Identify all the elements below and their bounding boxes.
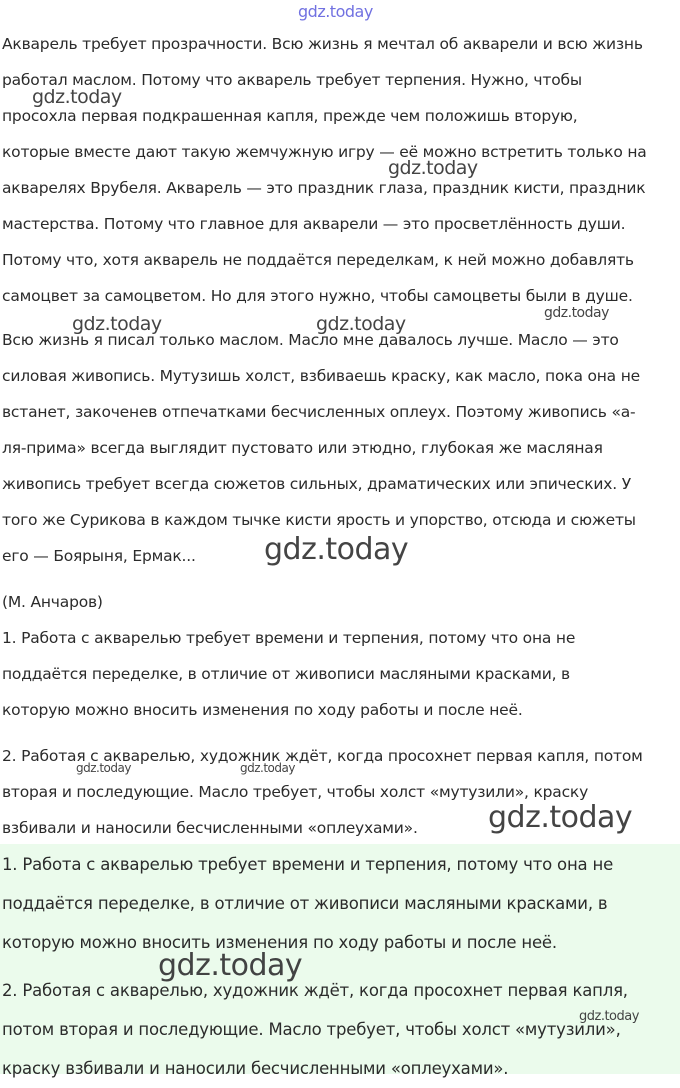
answer-item-2 — [0, 971, 680, 1088]
watermark: gdz.today — [76, 761, 131, 775]
watermark: gdz.today — [32, 86, 122, 108]
watermark: gdz.today — [240, 761, 295, 775]
watermark: gdz.today — [316, 313, 406, 335]
text-line: Всю жизнь я писал только маслом. Масло мне давалось лучше. Масло — это — [2, 331, 619, 349]
task-item-1 — [0, 620, 680, 728]
watermark: gdz.today — [388, 157, 478, 179]
text-line: работал маслом. Потому что акварель требует терпения. Нужно, чтобы — [2, 71, 582, 89]
watermark: gdz.today — [488, 800, 633, 835]
text-line: поддаётся переделке, в отличие от живописи масляными красками, в — [2, 665, 570, 683]
text-line: просохла первая подкрашенная капля, прежде чем положишь вторую, — [2, 107, 578, 125]
text-line: ля-прима» всегда выглядит пустовато или этюдно, глубокая же масляная — [2, 439, 603, 457]
text-line: которые вместе дают такую жемчужную игру — её можно встретить только на — [2, 143, 647, 161]
text-line: того же Сурикова в каждом тычке кисти ярость и упорство, отсюда и сюжеты — [2, 511, 636, 529]
text-line: Акварель требует прозрачности. Всю жизнь я мечтал об акварели и всю жизнь — [2, 35, 643, 53]
watermark: gdz.today — [72, 313, 162, 335]
text-line: его — Боярыня, Ермак... — [2, 547, 196, 565]
watermark: gdz.today — [579, 1009, 639, 1024]
text-block-paragraph1 — [0, 26, 680, 314]
text-line: 2. Работая с акварелью, художник ждёт, когда просохнет первая капля, потом — [2, 747, 643, 765]
text-line: акварелях Врубеля. Акварель — это праздник глаза, праздник кисти, праздник — [2, 179, 646, 197]
watermark-header: gdz.today — [298, 2, 373, 21]
text-line: которую можно вносить изменения по ходу работы и после неё. — [2, 701, 523, 719]
text-line: 1. Работа с акварелью требует времени и терпения, потому что она не — [2, 855, 614, 874]
text-line: живопись требует всегда сюжетов сильных, драматических или эпических. У — [2, 475, 631, 493]
text-line: самоцвет за самоцветом. Но для этого нужно, чтобы самоцветы были в душе. — [2, 287, 633, 305]
answer-item-1 — [0, 845, 680, 962]
watermark: gdz.today — [544, 305, 609, 321]
text-line: силовая живопись. Мутузишь холст, взбиваешь краску, как масло, пока она не — [2, 367, 640, 385]
text-line: потом вторая и последующие. Масло требует, чтобы холст «мутузили», — [2, 1020, 621, 1039]
text-line: вторая и последующие. Масло требует, чтобы холст «мутузили», краску — [2, 783, 589, 801]
watermark: gdz.today — [158, 948, 303, 983]
text-line: 2. Работая с акварелью, художник ждёт, когда просохнет первая капля, — [2, 981, 628, 1000]
text-line: поддаётся переделке, в отличие от живописи масляными красками, в — [2, 894, 608, 913]
author-attribution — [0, 584, 680, 620]
text-line: мастерства. Потому что главное для акварели — это просветлённость души. — [2, 215, 626, 233]
text-line: встанет, закоченев отпечатками бесчисленных оплеух. Поэтому живопись «а- — [2, 403, 636, 421]
text-line: взбивали и наносили бесчисленными «оплеухами». — [2, 819, 418, 837]
text-line: краску взбивали и наносили бесчисленными «оплеухами». — [2, 1059, 509, 1078]
text-line: Потому что, хотя акварель не поддаётся переделкам, к ней можно добавлять — [2, 251, 634, 269]
text-line: которую можно вносить изменения по ходу работы и после неё. — [2, 933, 557, 952]
text-line: 1. Работа с акварелью требует времени и терпения, потому что она не — [2, 629, 576, 647]
author-line: (М. Анчаров) — [2, 593, 103, 611]
watermark: gdz.today — [264, 532, 409, 567]
